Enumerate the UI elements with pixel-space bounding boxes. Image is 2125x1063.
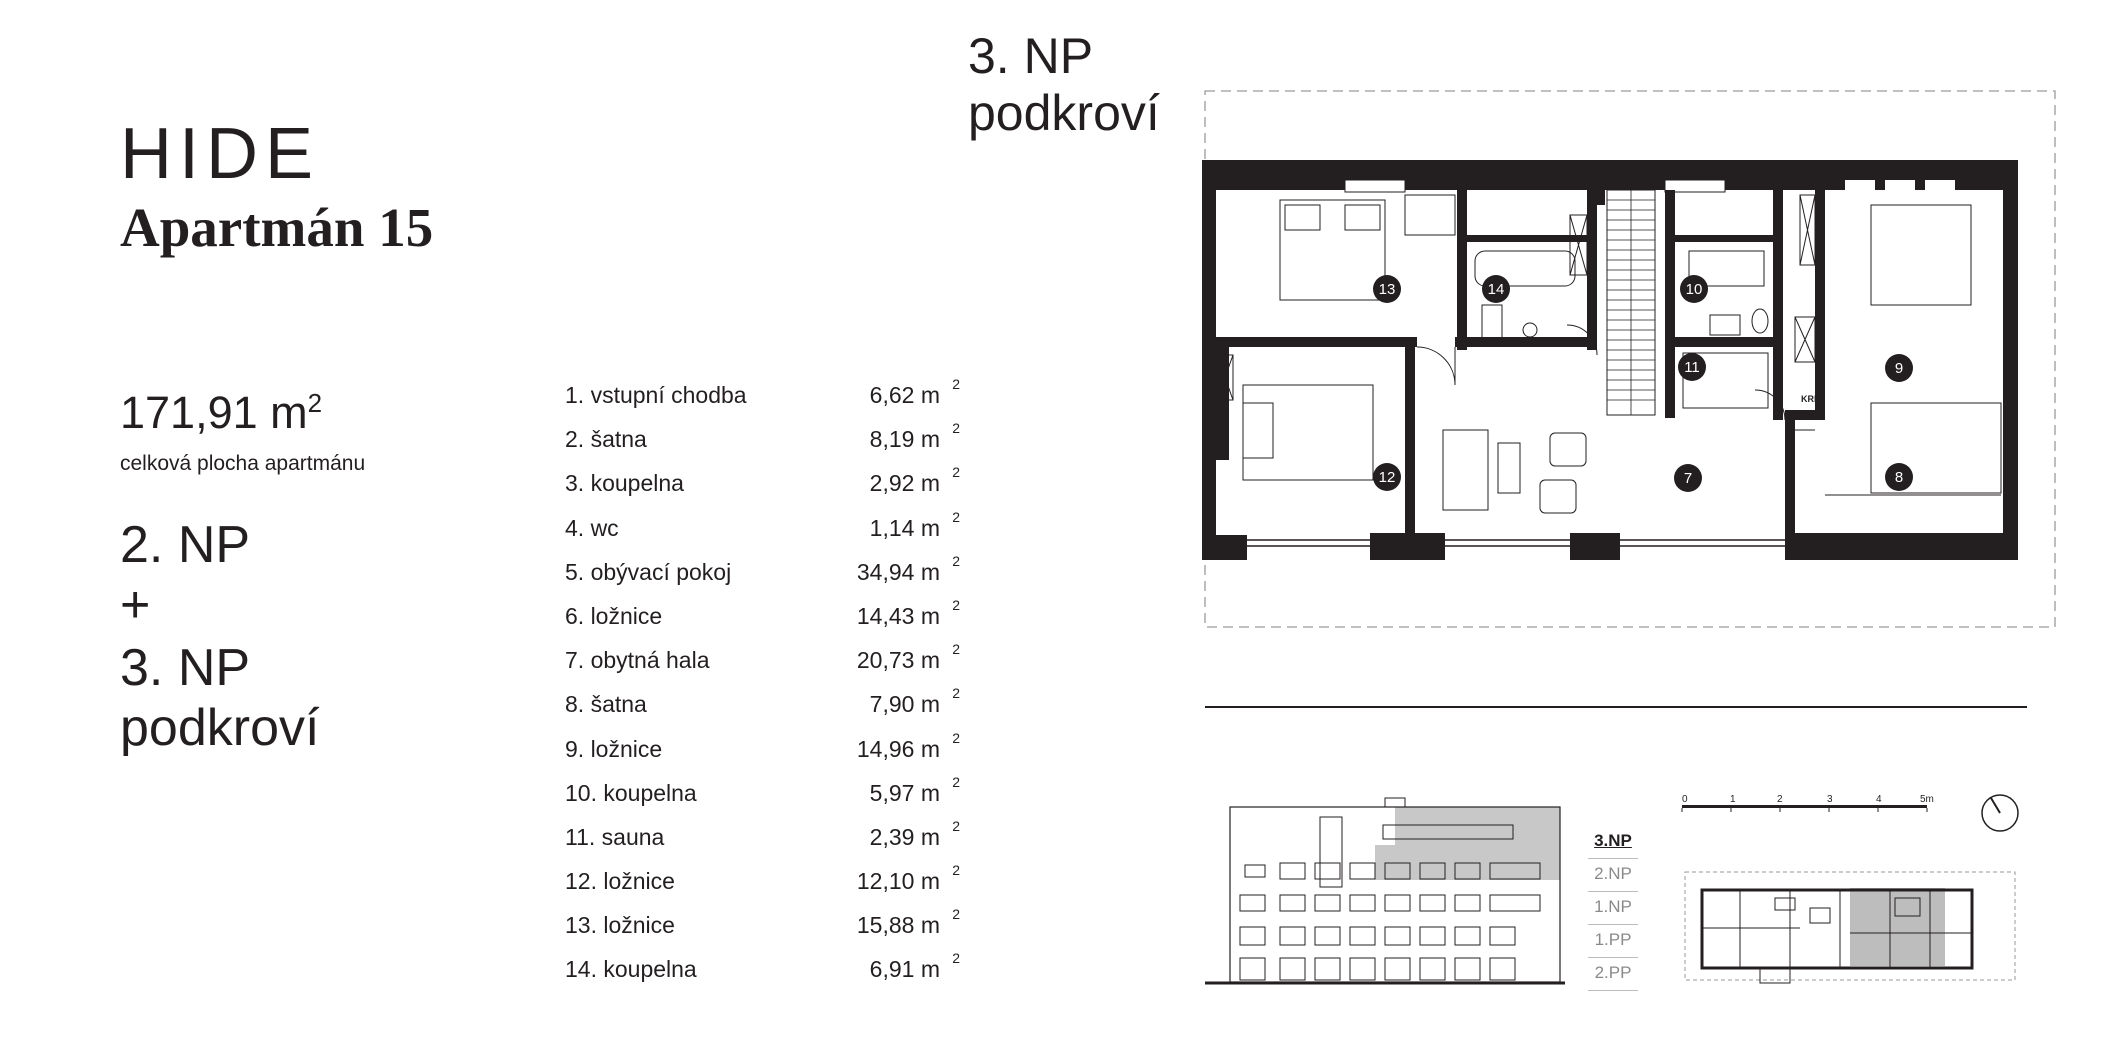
room-row [565,950,960,1000]
room-row [565,817,960,868]
room-area-superscript: 2 [952,950,960,967]
room-area: 6,91 m [869,956,940,983]
room-name: 13. ložnice [565,912,675,939]
room-name: 4. wc [565,514,619,541]
room-row [565,596,960,647]
room-name: 11. sauna [565,823,665,850]
building-elevation [1205,795,1565,990]
room-row [565,862,960,912]
floor-label-attic: podkroví [120,699,320,757]
svg-text:5m: 5m [1920,794,1934,805]
key-plan [1680,868,2020,988]
apartment-title: Apartmán 15 [120,197,434,258]
svg-text:1: 1 [1730,794,1736,805]
room-row [565,685,960,735]
svg-text:11: 11 [1684,359,1700,376]
room-area: 8,19 m [869,426,940,453]
total-area [120,387,323,438]
room-list [565,376,960,1001]
room-name: 1. vstupní chodba [565,382,747,408]
room-area: 2,39 m [869,823,940,850]
south-wall [1202,535,1247,560]
room-area: 2,92 m [869,470,940,497]
room-area: 1,14 m [869,514,940,541]
room-name: 2. šatna [565,426,647,453]
room-area-superscript: 2 [952,420,960,437]
room-name: 10. koupelna [565,779,697,806]
room-name: 5. obývací pokoj [565,558,732,585]
room-area-superscript: 2 [952,862,960,879]
room-name: 12. ložnice [565,868,675,895]
furniture [1243,195,2001,513]
room-area-superscript: 2 [952,773,960,790]
room-area-superscript: 2 [952,685,960,702]
room-name: 6. ložnice [565,602,663,629]
north-arrow-icon [1980,793,2020,833]
svg-text:10: 10 [1685,281,1703,298]
plan-title-attic: podkroví [968,85,1160,141]
room-row [565,464,960,514]
room-area: 15,88 m [856,912,940,939]
room-area: 14,96 m [856,735,940,762]
brand-title: HIDE [120,114,321,194]
east-wall [2003,160,2018,560]
room-area: 14,43 m [856,602,940,629]
room-area: 20,73 m [856,647,940,674]
svg-text:0: 0 [1682,794,1688,805]
svg-text:2: 2 [1777,794,1783,805]
level-1np[interactable]: 1.NP [1594,897,1632,916]
svg-text:9: 9 [1894,360,1904,377]
room-row [565,420,960,470]
wardrobes [1217,195,1815,400]
staircase [1607,190,1655,415]
total-area-value: 171,91 m [120,387,308,438]
room-name: 7. obytná hala [565,647,710,674]
room-area-superscript: 2 [952,596,960,613]
svg-text:12: 12 [1378,469,1396,486]
scale-bar [1680,790,1960,820]
plan-title-floor: 3. NP [968,28,1094,84]
level-2np[interactable]: 2.NP [1594,864,1632,883]
room-name: 14. koupelna [565,956,697,983]
floor-label-3np: 3. NP [120,639,251,697]
room-name: 8. šatna [565,691,647,718]
plan-title [968,28,1160,142]
room-row [565,729,960,780]
room-row [565,906,960,956]
room-area: 5,97 m [869,779,940,806]
room-row [565,376,960,426]
room-area-superscript: 2 [952,817,960,834]
room-marker-7 [1674,464,1702,492]
svg-text:14: 14 [1487,281,1505,298]
room-row [565,641,960,691]
room-area: 6,62 m [869,382,940,408]
floor-label-plus: + [120,576,151,634]
floor-label-2np: 2. NP [120,516,251,574]
room-name: 3. koupelna [565,470,684,497]
room-area-superscript: 2 [952,552,960,569]
room-area: 7,90 m [869,691,940,718]
room-area-superscript: 2 [952,464,960,481]
svg-text:13: 13 [1378,281,1396,298]
room-area: 34,94 m [856,558,940,585]
room-name: 9. ložnice [565,735,663,762]
area-unit-superscript: 2 [307,388,323,418]
room-marker-10 [1680,275,1708,303]
level-3np[interactable]: 3.NP [1594,831,1632,850]
room-marker-13 [1373,275,1401,303]
floor-plan-3np [1195,85,2065,635]
level-2pp[interactable]: 2.PP [1594,963,1632,982]
room-area-superscript: 2 [952,508,960,525]
svg-text:8: 8 [1894,469,1904,486]
room-row [565,773,960,824]
svg-text:3: 3 [1827,794,1833,805]
west-wall [1202,160,1216,560]
level-1pp[interactable]: 1.PP [1594,930,1632,949]
room-area-superscript: 2 [952,376,960,392]
room-area: 12,10 m [856,868,940,895]
room-marker-11 [1678,353,1706,381]
room-marker-9 [1885,354,1913,382]
room-marker-14 [1482,275,1510,303]
room-area-superscript: 2 [952,906,960,923]
room-area-superscript: 2 [952,729,960,746]
svg-text:4: 4 [1876,794,1882,805]
divider [1205,706,2027,708]
room-marker-8 [1885,463,1913,491]
room-area-superscript: 2 [952,641,960,658]
svg-text:7: 7 [1683,470,1693,487]
total-area-note: celková plocha apartmánu [120,452,366,475]
fireplace-label: KRB [1801,394,1821,404]
room-row [565,552,960,603]
room-row [565,508,960,559]
room-marker-12 [1373,463,1401,491]
